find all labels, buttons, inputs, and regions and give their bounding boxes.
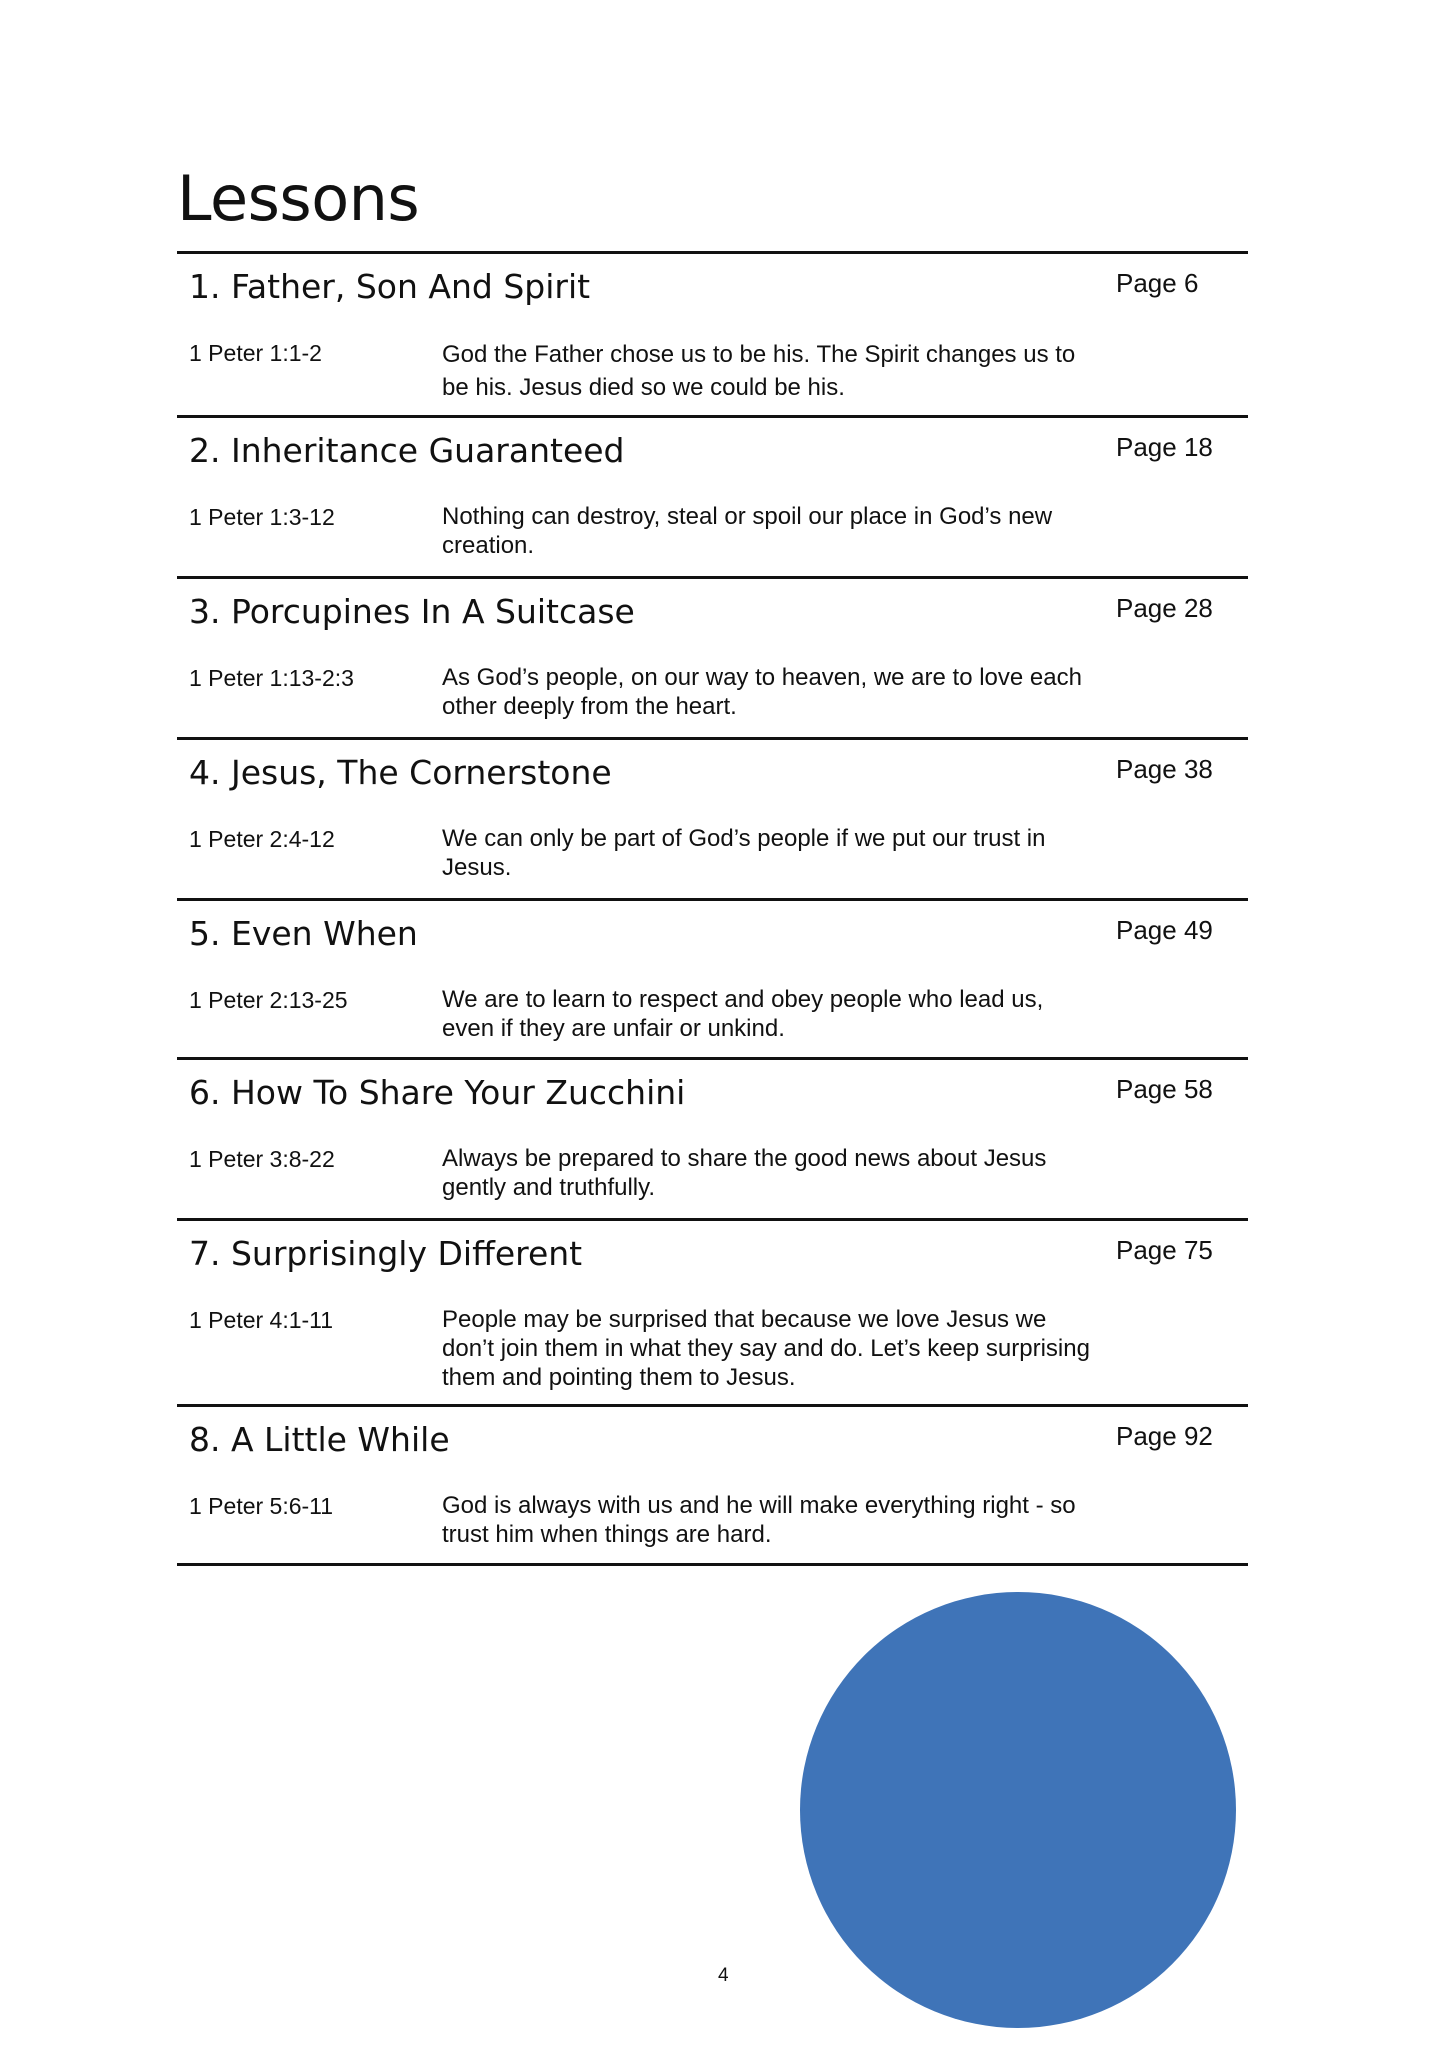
- lesson-page: Page 28: [1116, 593, 1213, 623]
- lesson-reference: 1 Peter 4:1-11: [189, 1307, 334, 1333]
- lesson-row-8: [177, 1407, 1248, 1566]
- lesson-row-7: [177, 1221, 1248, 1407]
- lesson-title: 3. Porcupines In A Suitcase: [189, 592, 635, 631]
- lesson-description: God is always with us and he will make everything right - so trust him when things are hard.: [442, 1492, 1076, 1548]
- lesson-title: 8. A Little While: [189, 1420, 450, 1459]
- lesson-title: 4. Jesus, The Cornerstone: [189, 753, 612, 792]
- lesson-page: Page 18: [1116, 432, 1213, 462]
- lesson-description: We can only be part of God’s people if we put our trust in Jesus.: [442, 825, 1046, 881]
- lesson-description: People may be surprised that because we love Jesus we don’t join them in what they say and do. Let’s keep surprising them and pointing them to Jesus.: [442, 1306, 1090, 1391]
- lesson-row-1: [177, 254, 1248, 418]
- lesson-row-3: [177, 579, 1248, 740]
- lesson-page: Page 92: [1116, 1421, 1213, 1451]
- lesson-row-5: [177, 901, 1248, 1060]
- lesson-description: Nothing can destroy, steal or spoil our place in God’s new creation.: [442, 503, 1053, 559]
- lesson-description: Always be prepared to share the good news about Jesus gently and truthfully.: [442, 1145, 1047, 1201]
- lesson-page: Page 49: [1116, 915, 1213, 945]
- lesson-reference: 1 Peter 1:13-2:3: [189, 665, 354, 691]
- lesson-reference: 1 Peter 3:8-22: [189, 1146, 335, 1172]
- lesson-title: 1. Father, Son And Spirit: [189, 267, 591, 306]
- page-number: 4: [718, 1965, 729, 1986]
- lesson-reference: 1 Peter 2:4-12: [189, 826, 335, 852]
- lesson-description: As God’s people, on our way to heaven, we are to love each other deeply from the heart.: [442, 664, 1082, 720]
- lesson-description: We are to learn to respect and obey people who lead us, even if they are unfair or unkind.: [442, 986, 1044, 1042]
- page-title: Lessons: [177, 162, 420, 235]
- lesson-page: Page 75: [1116, 1235, 1213, 1265]
- lesson-description: God the Father chose us to be his. The Spirit changes us to be his. Jesus died so we could be his.: [442, 341, 1076, 401]
- lesson-row-2: [177, 418, 1248, 579]
- lesson-page: Page 58: [1116, 1074, 1213, 1104]
- lesson-title: 2. Inheritance Guaranteed: [189, 431, 625, 470]
- lesson-title: 6. How To Share Your Zucchini: [189, 1073, 686, 1112]
- lesson-table: [177, 251, 1248, 1566]
- lesson-title: 7. Surprisingly Different: [189, 1234, 583, 1273]
- lesson-row-4: [177, 740, 1248, 901]
- lesson-reference: 1 Peter 1:3-12: [189, 504, 335, 530]
- lesson-reference: 1 Peter 1:1-2: [189, 340, 322, 366]
- lesson-row-6: [177, 1060, 1248, 1221]
- lesson-reference: 1 Peter 2:13-25: [189, 987, 348, 1013]
- lesson-page: Page 38: [1116, 754, 1213, 784]
- decorative-blue-circle: [800, 1592, 1236, 2028]
- lesson-page: Page 6: [1116, 268, 1199, 298]
- lesson-title: 5. Even When: [189, 914, 418, 953]
- lesson-reference: 1 Peter 5:6-11: [189, 1493, 334, 1519]
